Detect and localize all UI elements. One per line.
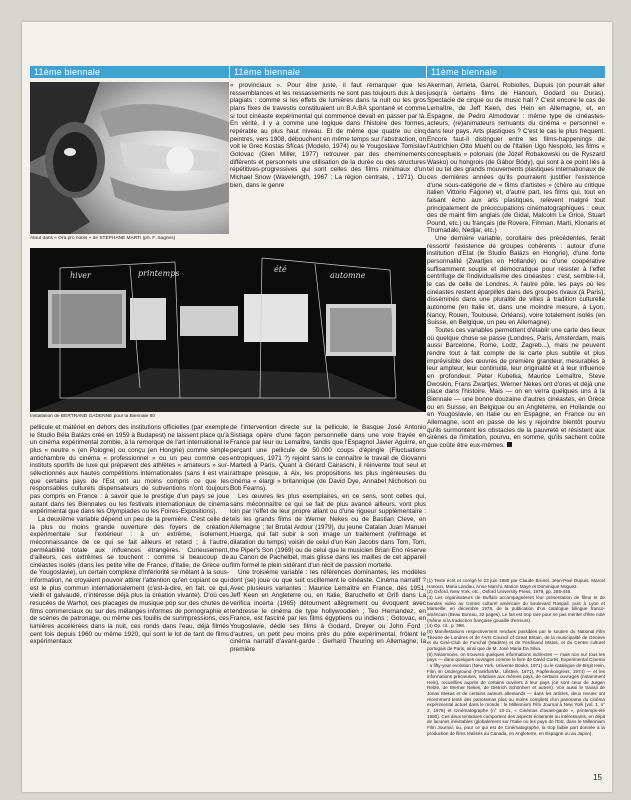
paragraph: La deuxième variable dépend un peu de la première. C'est celle de la plus ou moins grande ouverture des foyers de création expérimentale sur l'extérieur : à un extrême, isolement, méconnaissance de ce qui se fait ailleurs et retard ; à l'autre, perméabilité totale aux influences étrangères. Curieusement, d'ailleurs, ces extrêmes se touchent : comme si beaucoup de cinéastes isolés (dans les petite ville de France, d'Italie, de Grèce ou de Yougoslavie), un certain complexe d'infériorité se mêlant à la sous-information, ne croyaient pouvoir attirer l'attention qu'en copiant ce qui est le plus commun internationalement (c'est-à-dire, en fait, ce qui, vieilli et galvaudé, n'intéresse déjà plus la création vivante). D'où ces resucées de Warhol, ces placages de musique pop sur des chutes de films commerciaux ou sur des mélanges informes de pornographie et de scènes de patronage, ou même ces fouillis de surimpressions, ces lumières accélérées dans la nuit, ces ronds dans l'eau, déjà filmés cent fois depuis 1960 ou même 1920, qui sont le lot de tant de films expérimentaux — [30, 515, 229, 646]
figure-caption-1: Atout dans « Ora pro nobis » de STEPHANE MARTI (ph. F. Sagnes) — [30, 236, 176, 241]
figure-caption-2: Installation de BERTRAND GADENNE pour la Biennale 80 — [30, 414, 155, 419]
page-number: 15 — [593, 773, 602, 782]
label-automne: automne — [330, 271, 366, 280]
label-printemps: printemps — [138, 269, 180, 278]
magazine-page — [22, 22, 612, 792]
footnote: (5) Manifestations respectivement rendues possibles par le soutien du National Film Theatre de Londres et de l'Arts Council of Great Britain, de la municipalité de Genève et du Ciné-Club de Funchal (Madère) et de Ferdinand Matos, et du Centre culturel portugais de Paris, ainsi que de M. José Maria Da Silva. — [427, 628, 605, 651]
text-column-2-top — [230, 82, 426, 245]
paragraph: Les œuvres les plus exemplaires, en ce sens, sont celles qui, sans méconnaître ce qui se fait de plus avancé ailleurs, vont plus loin par l'effet de leur propre allant ou d'une rigueur supplémentaire : tels les grands films de Werner Nekes ou de Bastian Cleve, en Allemagne ; tel Brutal Ardour (1979), du jeune Catalan Juan Manuel Huerga, qui fait subir à son image un traitement (refilmage et dilatation du temps) voisin de celui d'un Ken Jacobs dans Tom, Tom, the Piper's Son (1969) ou de celui que le musicien Brian Eno réserve au Canon de Pachelbel, mais glisse dans les mailles de cet appareil film formel le plein sidérant d'un récit de passion mortelle. — [230, 492, 426, 569]
footnote: (6) Néanmoins, on trouvera quelques informations indirectes — mais non sur tous les pays — dans quelques ouvrages comme le livre de David Curtis, Experimental Cinema : a fifty-year evolution (New York, Universe Books, 1971) ou le catalogue de Birgit Hein, Film im Underground (Frankfurt/M., Ullstein, 1971), Papfenkongress, 1974) — et les informations précieuses, relatives aux mêmes pays, de certains ouvrages (notamment Hein), recueillies auprès de certains ouvriers à leur pays (ce sont ceux de Jurgen Reble, de Werner Nekes, de Dietrich Schönherr et autres). Voir aussi le travail de Jonas Mekas et de certains auteurs allemands — dans les articles, deux revues ont récemment tenté des panoramas plus ou moins complets d'un panorama du cinéma expérimental actuel dans le monde : le Millennium Film Journal à New York (vol. 1, n° 2, 1978) et Cinématographe (n° 10-11, « Cinémas d'avant-garde », printemps-été 1980). Ces deux tentatives comportent des aspects éclairants ou intéressants, en dépit de lacunes inévitables (globalement sur l'Italie ou les pays de l'Est, dans le Millennium Film Journal, ou, pour ce qui est de Cinématographe, la trop faible part donnée à la production de films réalisés au Canada, en Angleterre, en Espagne ou au Japon). — [427, 651, 605, 736]
footnote: (4) Op. cit., p. 398. — [427, 623, 466, 629]
paragraph: Une dernière variable, corollaire des précédentes, ferait ressortir l'existence de groupes cohérents : autour d'une institution d'Etat (le Studio Balázs en Hongrie), d'une forte personnalité (Zwartjes en Hollande) ou d'une coopérative suffisamment souple et démocratique pour résister à l'effet centrifuge de l'individualisme des cinéastes : c'est, semble-t-il, le cas de celle de Londres. A l'autre pôle, les pays où les cinéastes restent éparpillés dans des groupes rivaux (à Paris), disséminés dans une pluralité de villes à tradition culturelle autonome (en Italie et, dans une moindre mesure, à Lyon, Nancy, Rouen, Toulouse, Orléans), voire totalement isolés (en Suisse, en Belgique, un peu en Allemagne). — [427, 235, 605, 327]
text-column-1-bottom — [30, 424, 229, 774]
column-header-title-1: 11ème biennale — [34, 67, 101, 77]
paragraph: Toutes ces variables permettent d'établir une carte des lieux où quelque chose se passe (Londres, Paris, Amsterdam, mais aussi Barcelone, Rome, Lodz, Zagreb...), mais ne peuvent rendre tout à fait compte de la carte plus subtile et plus imprévisible des œuvres de première grandeur, mesurables à leur ampleur, leur continuité, leur originalité et à leur influence en profondeur. Peter Kubelka, Maurice Lemaître, Steve Dwoskin, Frans Zwartjes, Werner Nekes ont d'ores et déjà une place dans l'histoire. Mais — on en verra quelques uns à la Biennale — une bonne douzaine d'autres cinéastes, en Grèce ou en Suisse, en Belgique ou en Angleterre, en Hollande ou en Yougoslavie, en Italie ou en Espagne, en France ou en Allemagne, sont en passe de les y rejoindre bientôt pourvu qu'ils surmontent les obstacles de la pauvreté et résistent aux sirènes de l'imitation, pourvu, en somme, qu'ils sachent coûte que coûte être eux-mêmes. — [427, 327, 605, 449]
footnote: (2) Oxford, New York, etc., Oxford University Press, 1979, pp. 286-446. — [427, 589, 572, 595]
paragraph: « provinciaux ». Pour être juste, il faut remarquer que les ressemblances et les ressassements ne sont pas toujours dus à des plagiats : comme si les effets de lumières dans la nuit ou les gros plans fixes de travestis constituaient un B.A.BA spontané et comme si tout cinéaste expérimental qui commence devait en passer par là. En vérité, il y a comme une logique dans l'histoire des formes, repérable au plus haut niveau. Et de même que quatre ou cinq peintres, vers 1908, débouchent en même temps sur l'abstraction, on voit le Grec Kostas Sfícas (Modelo, 1974) ou le Yougoslave Tomislav Gotovac (Glen Miller, 1977) retrouver par des cheminements différents et personnels une utilisation de la durée ou des structures répétitives-progressives qui sont celles des films minimaux d'un Michael Snow (Wavelength, 1967 ; La région centrale, , 1971). Ou bien, dans le genre — [230, 82, 426, 189]
column-header-title-2: 11ème biennale — [234, 67, 301, 77]
footnotes — [427, 578, 605, 768]
text-column-2-bottom — [230, 424, 426, 774]
paragraph: pellicule et matériel en dehors des institutions officielles (par exemple le Studio Béla Balázs créé en 1959 à Budapest) ne laissent place qu'à un cinéma expérimental zombie, à la remorque de l'art international le plus « neutre » (en Pologne) ou conçu (en Hongrie) comme simple antichambre du cinéma « professionnel » ou un peu comme ces instituts sportifs de luxe qui préparent des athlètes « amateurs » sur-sélectionnés aux hautes compétitions internationales (sans il est vrai que certains pays de l'Est ont au moins compris ce que les responsables culturels dispensateurs de subventions n'ont toujours pas compris en France : à savoir que le prestige d'un pays se joue autant dans les Biennales ou les festivals internationaux de cinéma expérimental que dans les Olympiades ou les Foires-Expositions). — [30, 424, 229, 516]
paragraph: Akerman, Arrieta, Garrel, Robiolles, Dupuis (on pourrait aller jusqu'à certains films de Hanoun, Godard ou Duras). Spectacle de cirque ou de music hall ? C'est encore le cas de Lemaître, de Jeff Keen, des Hein en Allemagne, et, en Espagne, de Pedro Almodovar : même type de cinéastes-acteurs, (re)animateurs remuants du cinéma « personnel » dans leur pays. Arts plastiques ? C'est le cas le plus fréquent. Encore faut-il distinguer entre les films-happenings de l'Autrichien Otto Muehl ou de l'Italien Ugo Nespolo, les films « conceptuels » polonais (de Józef Robakowski ou de Ryszard Wasko) ou hongrois (de Gábor Bódy), qui sont à ce point liés à tel ou tel des grands mouvements plastiques internationaux de ces dernières années qu'ils pourraient justifier l'existence d'une sous-catégorie de « films d'artistes » (chère au critique italien Vittorio Fagone) et, d'autre part, les films qui, tout en faisant écho aux arts plastiques, relèvent malgré tout principalement de préoccupations cinématographiques : ceux des de maint film anglais (de Gidal, Malcolm Le Grice, Stuart Pound, etc.) ou français (de Rovere, Fihman, Marti, Klonaris et Thomadaki, Nedjar, etc.) — [427, 82, 605, 235]
label-ete: été — [274, 265, 287, 274]
label-hiver: hiver — [70, 271, 91, 280]
text-column-3-top — [427, 82, 605, 574]
end-of-article-mark — [507, 442, 512, 447]
top-margin — [22, 22, 612, 66]
footnote: (3) Les organisateurs de Buffalo accompagnèrent leur présentation de films et de bandes vidéo au Centre culturel américain du boulevard Raspail, puis à Lyon et Marseille, en décembre 1978, de la publication d'un catalogue bilingue franco-américain (Beau Bureau, 32 pages). Le fait est trop rare pour ne pas mériter d'être noté (même si la traduction française gouaille d'erreurs). — [427, 594, 605, 623]
paragraph: de l'intervention directe sur la pellicule, le Basque José Antonio Sistiaga opère d'une façon personnelle dans une voie frayée en France par leur ou Lemaître, tandis que l'Espagnol Javier Aguirre, en perçant une pellicule de 50.000 coups d'épingle (Fluctuations entropiques, 1971 ?) rejoint sans le connaître le travail de Giovanni Martedi à Paris. Quant à Gérard Cairaschi, il réinvente tout seul et rattrape presque, à Aix, les propositions les plus ingénieuses du cinéma « élargi » britannique (de David Dye, Annabel Nicholson ou Bob Fearns). — [230, 424, 426, 493]
footnote: (1) Texte écrit et corrigé le 23 juin 1980 par Claude Brunel, Jean-Paul Dupuis, Marcel Hanoun, Maria Landau, Anne Marchi, Marion Maye et Dominique Noguez. — [427, 578, 605, 589]
photo-ora-pro-nobis — [30, 82, 229, 234]
paragraph: Une troisième variable : les références dominantes, les modèles dont (se) joue ou que suit oscillement le cinéaste. Cinéma narratif ? Avec plusieurs variantes : Maurice Lemaître en France, dès 1951, Jeff Keen en Angleterre ou, en Italie, Baruchello et Grifi dans La verifica incerta (1965) détournent allègrement ou évoquent avec tendresse le cinéma de type hollywoodien ; Teo Hernandez, en France, est fasciné par les films égyptiens ou indiens ; Gotovac, en Yougoslavie, dédie ses films à Godard, Dreyer ou John Ford ; d'autres, un petit peu moins près du pôle expérimental, frôlent le cinéma narratif d'avant-garde : Gerhard Theuring en Allemagne, la première — [230, 569, 426, 654]
column-header-title-3: 11ème biennale — [431, 67, 498, 77]
photo-gadenne-installation — [30, 248, 426, 412]
